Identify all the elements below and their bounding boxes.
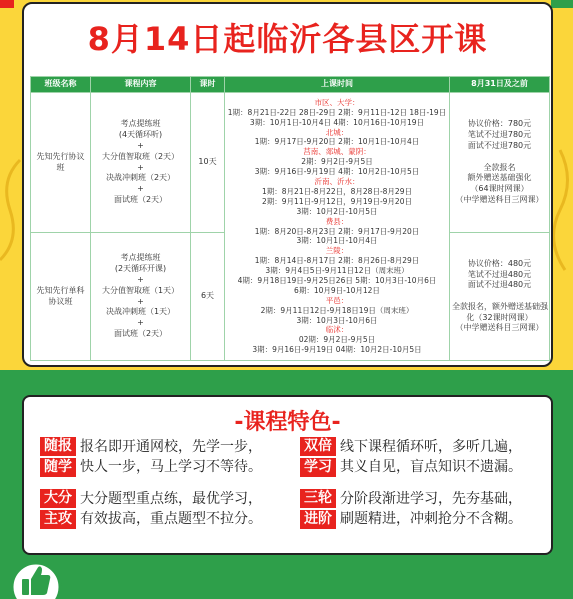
corner-green-decoration	[551, 0, 573, 8]
badge-line: 随学	[40, 458, 76, 477]
badge-line: 学习	[300, 458, 336, 477]
schedule-line: 1期：8月20日-8月23日 2期：9月17日-9月20日	[254, 226, 420, 236]
feature-line: 大分题型重点练，最优学习，	[80, 491, 262, 507]
class-name-cell: 先知先行协议班	[31, 93, 91, 233]
schedule-line: 3期：9月16日-9月19日 04期：10月2日-10月5日	[252, 345, 422, 355]
price-cell	[450, 233, 550, 361]
price-line: 全款报名，额外赠送基础强	[452, 301, 548, 311]
feature-text	[340, 489, 555, 529]
table-row	[31, 93, 550, 233]
schedule-line: 3期：10月3日-10月6日	[296, 315, 378, 325]
schedule-line: 4期：9月18日19日-9月25日26日 5期：10月3日-10月6日	[237, 275, 437, 285]
content-line: 考点提练班	[120, 119, 161, 129]
schedule-line: 3期：10月2日-10月5日	[296, 206, 378, 216]
class-name-cell: 先知先行单科协议班	[31, 233, 91, 361]
schedule-line: 3期：10月1日-10月4日 4期：10月16日-10月19日	[249, 117, 425, 127]
feature-text	[80, 489, 295, 529]
schedule-line: 6期：10月9日-10月12日	[294, 285, 380, 295]
feature-item	[300, 489, 550, 529]
schedule-line: 3期：10月1日-10月4日	[296, 236, 378, 246]
table-header-row	[31, 77, 550, 93]
price-line: 化（32课时网课）	[466, 312, 533, 322]
badge-line: 主攻	[40, 510, 76, 529]
header-schedule: 上课时间	[225, 77, 450, 93]
price-line: 笔试不过退780元	[467, 130, 532, 140]
content-line: 大分值智取班（1天）	[101, 285, 180, 295]
content-line: 决战冲刺班（2天）	[105, 173, 176, 183]
feature-text	[340, 437, 555, 477]
plus-sign: +	[137, 318, 144, 328]
schedule-card	[22, 2, 553, 367]
city-label: 平邑：	[325, 295, 349, 305]
feature-line: 刷题精进，冲刺抢分不含糊。	[340, 511, 522, 527]
header-price: 8月31日及之前	[450, 77, 550, 93]
feature-line: 线下课程循环听，多听几遍，	[340, 439, 522, 455]
feature-item	[40, 437, 290, 477]
schedule-line: 1期：8月21日-8月22日，8月28日-8月29日	[262, 186, 412, 196]
thumbs-up-icon	[10, 557, 62, 599]
hours-cell: 10天	[191, 93, 225, 233]
price-line: 笔试不过退480元	[467, 269, 532, 279]
price-line: （中学赠送科目三网课）	[455, 194, 544, 204]
feature-line: 分阶段渐进学习，先夯基础，	[340, 491, 522, 507]
plus-sign: +	[137, 162, 144, 172]
city-label: 北城：	[325, 127, 349, 137]
city-label: 临沭：	[325, 325, 349, 335]
schedule-line: 1期：9月17日-9月20日 2期：10月1日-10月4日	[254, 137, 420, 147]
price-line: 全款报名	[483, 162, 516, 172]
schedule-line: 1期：8月14日-8月17日 2期：8月26日-8月29日	[254, 256, 420, 266]
price-line: （64课时网课）	[470, 184, 529, 194]
feature-badge	[40, 437, 76, 477]
feature-line: 快人一步，马上学习不等待。	[80, 459, 262, 475]
badge-line: 双倍	[300, 437, 336, 456]
content-line: 考点提练班	[120, 253, 161, 263]
city-label: 兰陵：	[325, 246, 349, 256]
content-line: 决战冲刺班（1天）	[105, 307, 176, 317]
plus-sign: +	[137, 274, 144, 284]
feature-line: 报名即开通网校，先学一步，	[80, 439, 262, 455]
schedule-table	[30, 76, 550, 361]
content-line: (2天循环开课)	[114, 264, 167, 274]
schedule-line: 3期：9月16日-9月19日 4期：10月2日-10月5日	[254, 167, 420, 177]
price-line: （中学赠送科目三网课）	[455, 323, 544, 333]
content-line: 大分值智取班（2天）	[101, 151, 180, 161]
content-line: 面试班（2天）	[113, 328, 168, 338]
price-line	[452, 152, 547, 163]
header-content: 课程内容	[91, 77, 191, 93]
hours-cell: 6天	[191, 233, 225, 361]
schedule-line: 2期：9月2日-9月5日	[301, 157, 373, 167]
schedule-line: 2期：9月11日-9月12日，9月19日-9月20日	[262, 196, 412, 206]
corner-red-decoration	[0, 0, 14, 8]
feature-badge	[300, 437, 336, 477]
content-line: 面试班（2天）	[113, 194, 168, 204]
badge-line: 进阶	[300, 510, 336, 529]
price-line: 协议价格：480元	[467, 258, 532, 268]
features-card	[22, 395, 553, 555]
city-label: 莒南、郯城、蒙阴：	[303, 147, 371, 157]
price-line: 协议价格：780元	[467, 119, 532, 129]
page-title: 8月14日起临沂各县区开课	[87, 20, 488, 58]
content-cell	[91, 233, 191, 361]
price-line	[452, 291, 547, 302]
schedule-line: 02期：9月2日-9月5日	[298, 335, 376, 345]
plus-sign: +	[137, 296, 144, 306]
feature-text	[80, 437, 295, 477]
badge-line: 三轮	[300, 489, 336, 508]
feature-badge	[300, 489, 336, 529]
schedule-line: 3期：9月4日5日-9月11日12日（周末班）	[265, 266, 409, 276]
schedule-line: 2期：9月11日12日-9月18日19日（周末班）	[260, 305, 414, 315]
price-cell	[450, 93, 550, 233]
price-line: 面试不过退480元	[467, 280, 532, 290]
content-line: (4天循环听)	[118, 130, 163, 140]
header-class-name: 班级名称	[31, 77, 91, 93]
feature-line: 有效拔高，重点题型不拉分。	[80, 511, 262, 527]
badge-line: 随报	[40, 437, 76, 456]
feature-line: 其义自见，盲点知识不遗漏。	[340, 459, 522, 475]
city-label: 市区、大学：	[314, 97, 360, 107]
badge-line: 大分	[40, 489, 76, 508]
price-line: 额外赠送基础强化	[467, 173, 532, 183]
feature-badge	[40, 489, 76, 529]
plus-sign: +	[137, 184, 144, 194]
city-label: 费县：	[325, 216, 349, 226]
features-title: -课程特色-	[234, 410, 341, 435]
schedule-line: 1期：8月21日-22日 28日-29日 2期：9月11日-12日 18日-19日	[227, 107, 447, 117]
schedule-cell	[225, 93, 450, 361]
city-label: 沂南、沂水：	[314, 177, 360, 187]
price-line: 面试不过退780元	[467, 140, 532, 150]
plus-sign: +	[137, 140, 144, 150]
header-hours: 课时	[191, 77, 225, 93]
feature-item	[300, 437, 550, 477]
feature-item	[40, 489, 290, 529]
content-cell	[91, 93, 191, 233]
